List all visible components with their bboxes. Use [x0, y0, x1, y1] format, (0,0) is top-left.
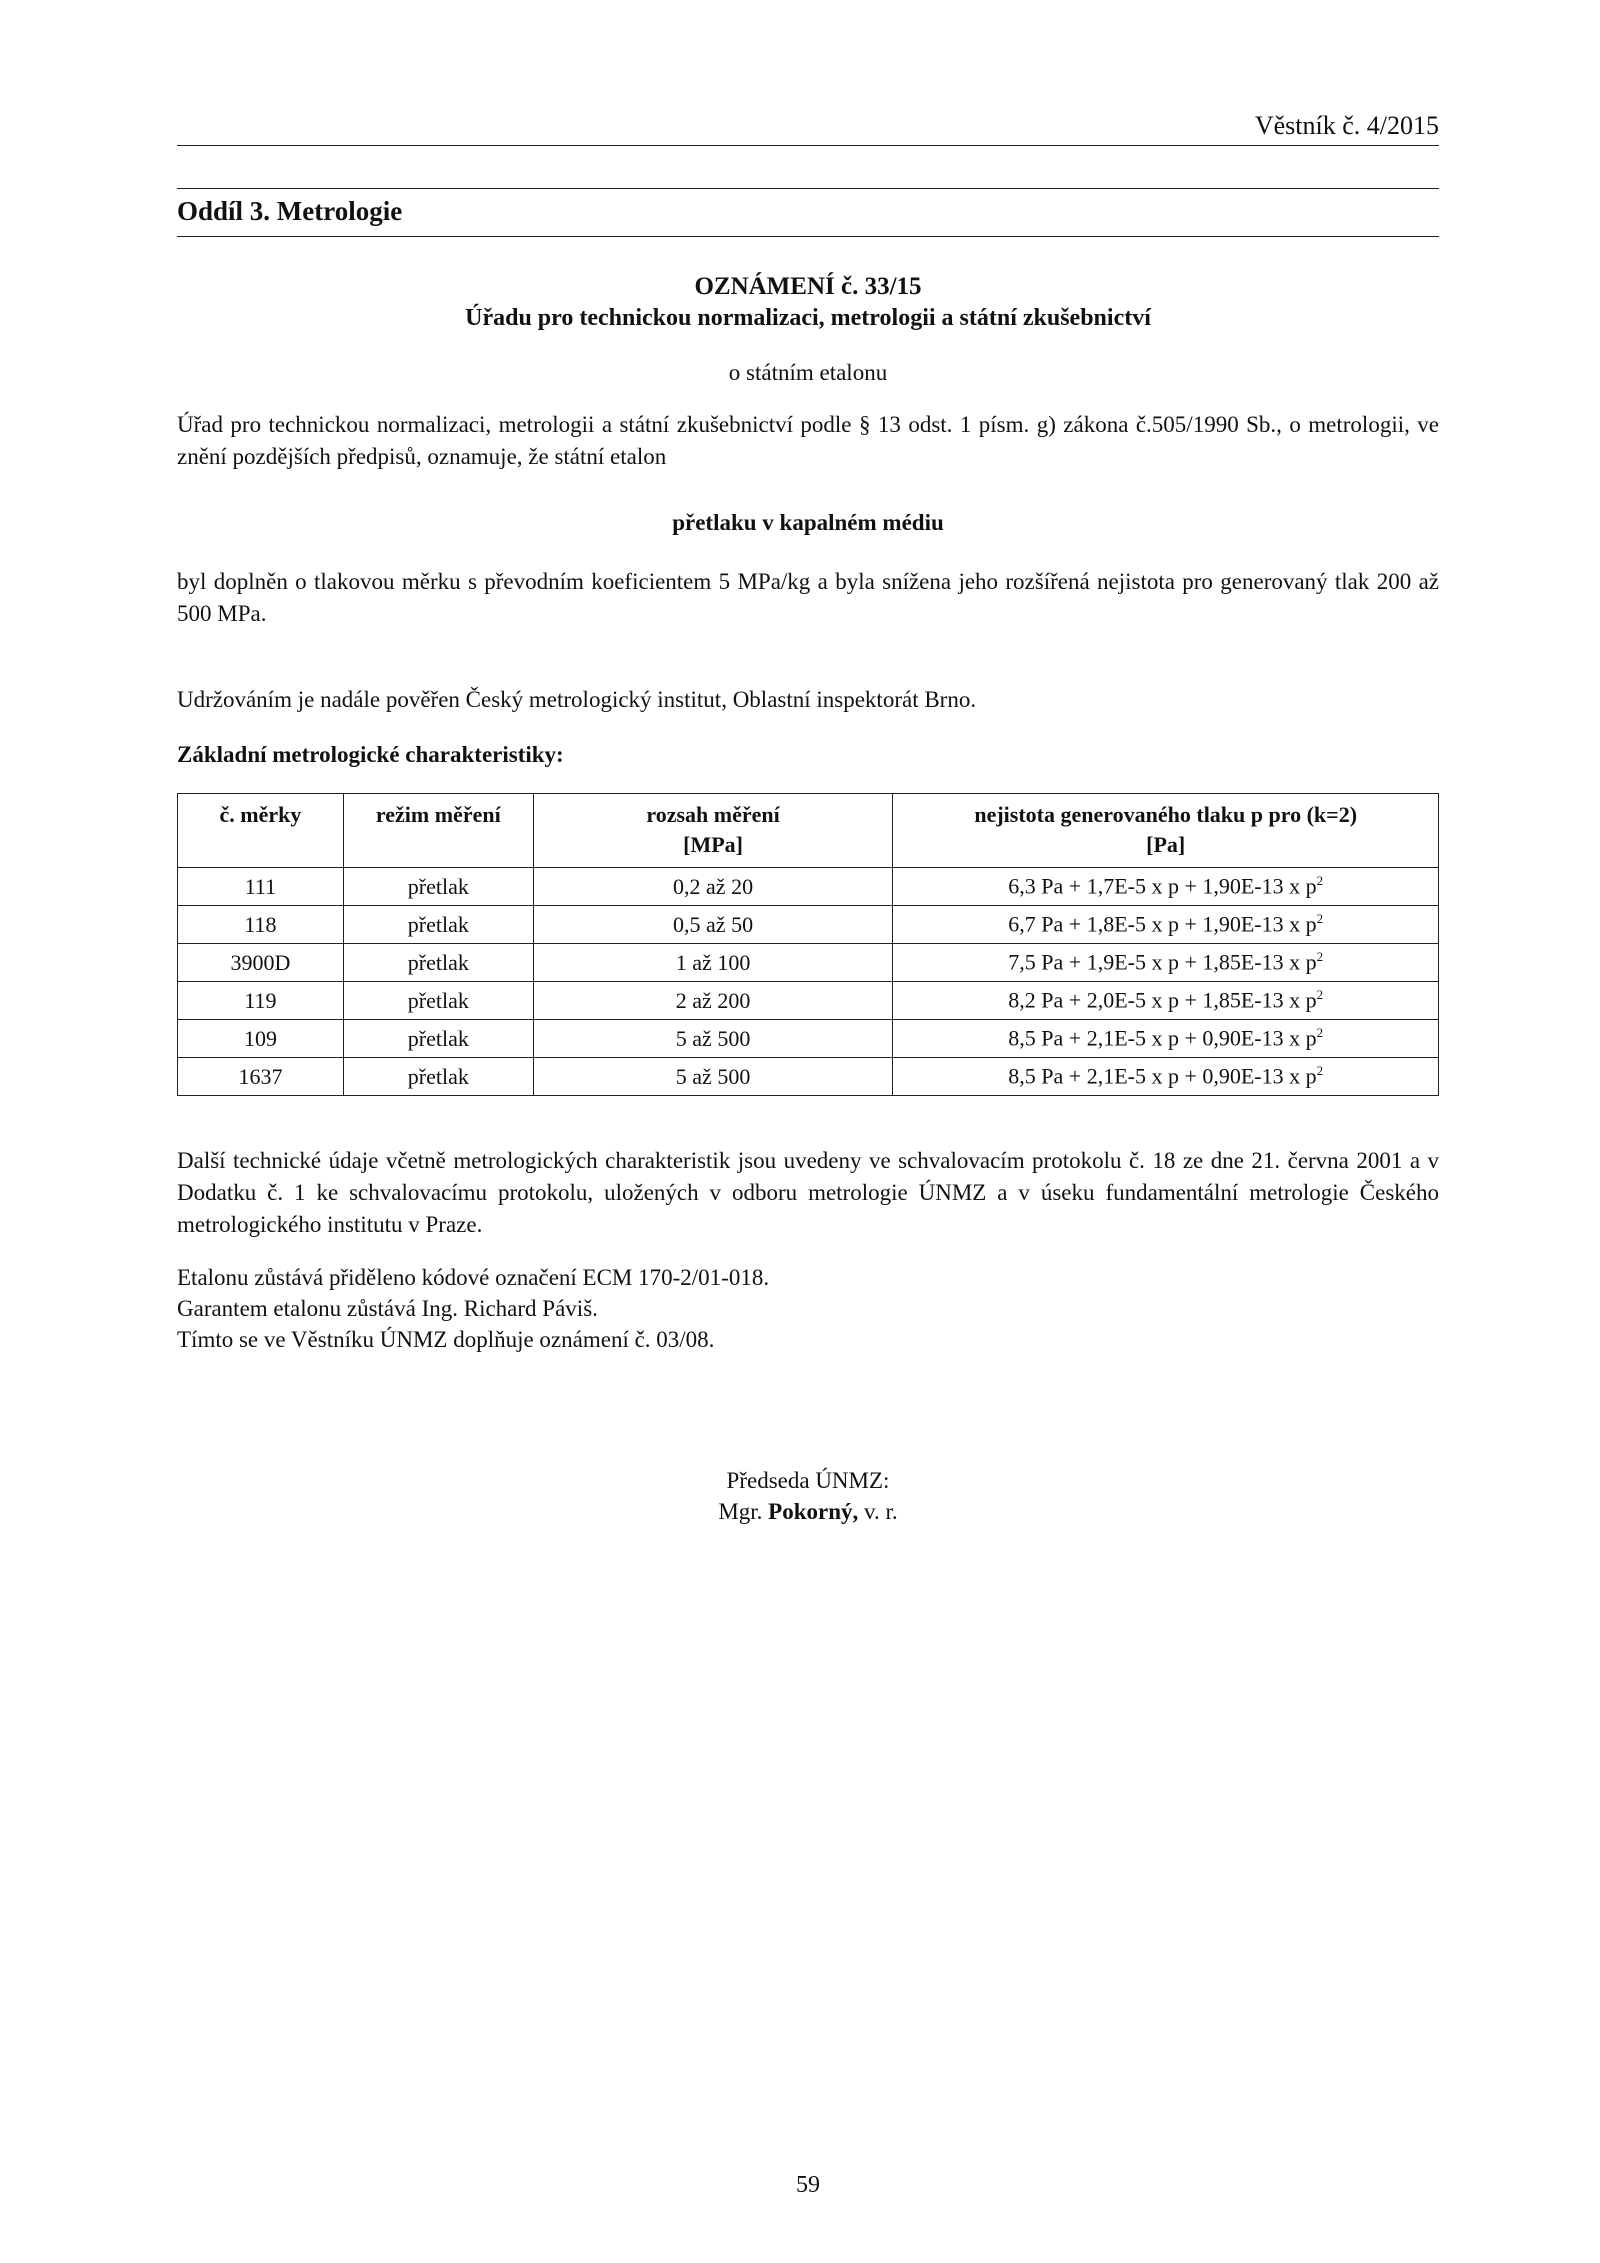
- cell-uncertainty: 7,5 Pa + 1,9E-5 x p + 1,85E-13 x $p^2$: [893, 944, 1439, 982]
- cell-range: 0,2 až 20: [533, 868, 893, 906]
- change-paragraph: byl doplněn o tlakovou měrku s převodním koeficientem 5 MPa/kg a byla snížena jeho rozšířená nejistota pro generovaný tlak 200 až 500 MPa.: [177, 569, 1439, 626]
- intro-paragraph: Úřad pro technickou normalizaci, metrologii a státní zkušebnictví podle § 13 odst. 1 písm. g) zákona č.505/1990 Sb., o metrologii, ve znění pozdějších předpisů, oznamuje, že státní etalon: [177, 412, 1439, 469]
- cell-gauge: 118: [178, 906, 344, 944]
- notice-issuer: Úřadu pro technickou normalizaci, metrologii a státní zkušebnictví: [465, 305, 1151, 331]
- cell-mode: přetlak: [343, 906, 533, 944]
- signature-name: Mgr. Pokorný, v. r.: [718, 1499, 898, 1524]
- cell-uncertainty: 8,5 Pa + 2,1E-5 x p + 0,90E-13 x $p^2$: [893, 1058, 1439, 1096]
- cell-uncertainty: 8,5 Pa + 2,1E-5 x p + 0,90E-13 x $p^2$: [893, 1020, 1439, 1058]
- table-row: [178, 1058, 1439, 1096]
- section-top-rule: [177, 188, 1439, 189]
- etalon-name: přetlaku v kapalném médiu: [672, 510, 944, 535]
- cell-mode: přetlak: [343, 982, 533, 1020]
- maintenance-paragraph: Udržováním je nadále pověřen Český metrologický institut, Oblastní inspektorát Brno.: [177, 687, 977, 712]
- table-row: [178, 982, 1439, 1020]
- code-line: Etalonu zůstává přiděleno kódové označení ECM 170-2/01-018.: [177, 1265, 770, 1290]
- section-title: Oddíl 3. Metrologie: [177, 196, 403, 226]
- page-number: 59: [796, 2172, 820, 2198]
- cell-gauge: 1637: [178, 1058, 344, 1096]
- cell-gauge: 111: [178, 868, 344, 906]
- cell-mode: přetlak: [343, 1020, 533, 1058]
- cell-mode: přetlak: [343, 868, 533, 906]
- table-header-row: [178, 794, 1439, 868]
- cell-gauge: 119: [178, 982, 344, 1020]
- cell-mode: přetlak: [343, 944, 533, 982]
- table-row: [178, 944, 1439, 982]
- cell-range: 0,5 až 50: [533, 906, 893, 944]
- supplement-line: Tímto se ve Věstníku ÚNMZ doplňuje oznámení č. 03/08.: [177, 1327, 715, 1352]
- notice-title: OZNÁMENÍ č. 33/15: [694, 273, 922, 300]
- technical-paragraph: Další technické údaje včetně metrologických charakteristik jsou uvedeny ve schvalovacím protokolu č. 18 ze dne 21. června 2001 a v Dodatku č. 1 ke schvalovacímu protokolu, uložených v odboru metrologie ÚNMZ a v úseku fundamentální metrologie Českého metrologického institutu v Praze.: [177, 1148, 1439, 1237]
- guarantor-line: Garantem etalonu zůstává Ing. Richard Páviš.: [177, 1296, 598, 1321]
- cell-gauge: 109: [178, 1020, 344, 1058]
- cell-range: 1 až 100: [533, 944, 893, 982]
- cell-gauge: 3900D: [178, 944, 344, 982]
- col-header-uncertainty: nejistota generovaného tlaku p pro (k=2) [Pa]: [893, 794, 1439, 868]
- signature-role: Předseda ÚNMZ:: [726, 1468, 890, 1493]
- table-row: [178, 1020, 1439, 1058]
- table-row: [178, 906, 1439, 944]
- col-header-gauge: č. měrky: [178, 794, 344, 868]
- characteristics-table: [177, 793, 1439, 1096]
- cell-range: 5 až 500: [533, 1020, 893, 1058]
- cell-range: 5 až 500: [533, 1058, 893, 1096]
- cell-uncertainty: 6,3 Pa + 1,7E-5 x p + 1,90E-13 x $p^2$: [893, 868, 1439, 906]
- cell-uncertainty: 8,2 Pa + 2,0E-5 x p + 1,85E-13 x $p^2$: [893, 982, 1439, 1020]
- col-header-mode: režim měření: [343, 794, 533, 868]
- table-row: [178, 868, 1439, 906]
- col-header-range: rozsah měření [MPa]: [533, 794, 893, 868]
- table-heading: Základní metrologické charakteristiky:: [177, 742, 564, 767]
- journal-header: Věstník č. 4/2015: [1254, 111, 1439, 140]
- notice-subject: o státním etalonu: [728, 360, 888, 385]
- cell-mode: přetlak: [343, 1058, 533, 1096]
- cell-range: 2 až 200: [533, 982, 893, 1020]
- header-rule: [177, 145, 1439, 146]
- document-page: [177, 0, 1439, 2263]
- section-bottom-rule: [177, 236, 1439, 237]
- cell-uncertainty: 6,7 Pa + 1,8E-5 x p + 1,90E-13 x $p^2$: [893, 906, 1439, 944]
